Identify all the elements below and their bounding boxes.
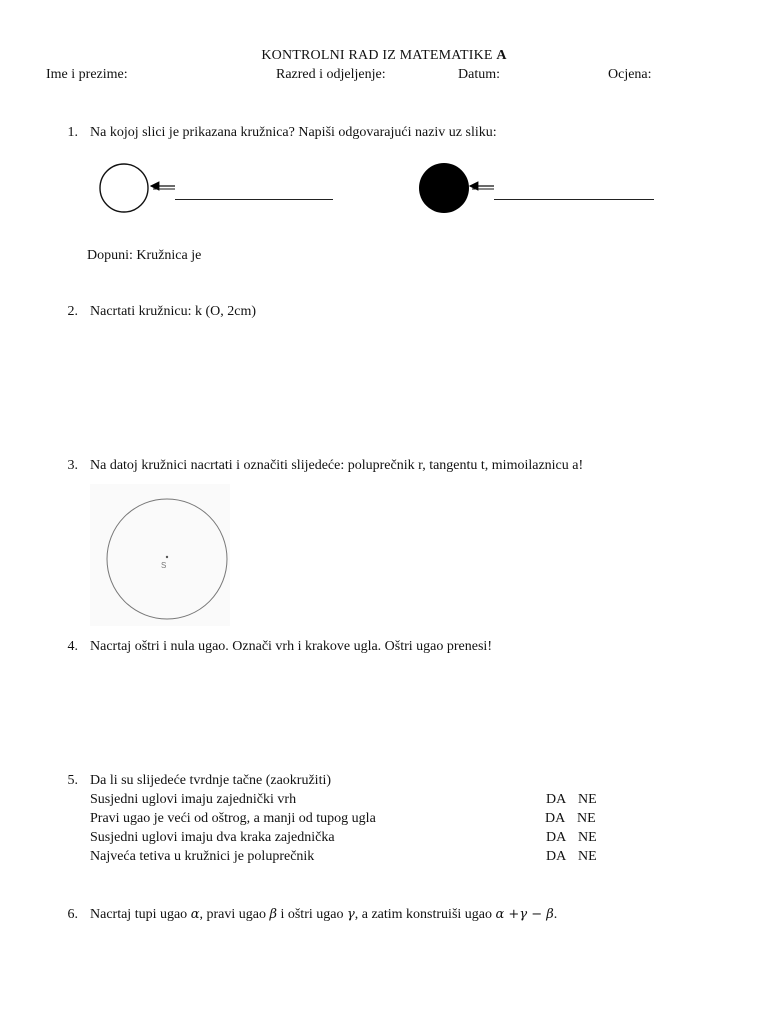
q6-text-part: , a zatim konstruiši ugao [354,907,493,922]
answer-line-2[interactable] [494,199,654,200]
grade-label: Ocjena: [608,67,652,82]
q1-figures [0,0,768,240]
q6-text [90,907,557,923]
alpha-symbol: α [190,907,200,922]
gamma-symbol: γ [346,907,355,922]
q3-text: Na datoj kružnici nacrtati i označiti slijedeće: poluprečnik r, tangentu t, mimoilaznicu a! [90,458,584,473]
q6-text-part: Nacrtaj tupi ugao [90,907,188,922]
q2-text: Nacrtati kružnicu: k (O, 2cm) [90,304,256,319]
q1-number: 1. [67,125,78,140]
date-label: Datum: [458,67,500,82]
answer-line-1[interactable] [175,199,333,200]
filled-circle-figure [419,163,469,213]
q4-number: 4. [67,639,78,654]
center-label: S [161,561,167,570]
empty-circle-figure [100,164,148,212]
name-label: Ime i prezime: [46,67,128,82]
beta-symbol: β [269,907,277,922]
q2-number: 2. [67,304,78,319]
q6-number: 6. [67,907,78,922]
q6-text-end: . [553,907,558,922]
tf-option-ne[interactable]: NE [578,830,597,845]
tf-statement-text: Susjedni uglovi imaju dva kraka zajednička [90,830,335,845]
q3-number: 3. [67,458,78,473]
q1-text: Na kojoj slici je prikazana kružnica? Napiši odgovarajući naziv uz sliku: [90,125,497,140]
tf-option-da[interactable]: DA [546,792,567,807]
tf-option-ne[interactable]: NE [577,811,596,826]
title-text: KONTROLNI RAD IZ MATEMATIKE [261,48,493,63]
tf-option-da[interactable]: DA [546,830,567,845]
tf-option-ne[interactable]: NE [578,792,597,807]
tf-option-da[interactable]: DA [546,849,567,864]
tf-statement-text: Susjedni uglovi imaju zajednički vrh [90,792,297,807]
angle-expression: α +γ − β [495,907,554,922]
tf-statement-text: Pravi ugao je veći od oštrog, a manji od tupog ugla [90,811,376,826]
title-group: A [496,48,507,63]
tf-statement-text: Najveća tetiva u kružnici je poluprečnik [90,849,315,864]
tf-option-ne[interactable]: NE [578,849,597,864]
q4-text: Nacrtaj oštri i nula ugao. Označi vrh i krakove ugla. Oštri ugao prenesi! [90,639,492,654]
q6-text-part: i oštri ugao [280,907,344,922]
q5-text: Da li su slijedeće tvrdnje tačne (zaokružiti) [90,773,332,788]
q6-text-part: , pravi ugao [199,907,266,922]
tf-option-da[interactable]: DA [545,811,566,826]
q5-number: 5. [67,773,78,788]
q3-circle-figure [90,484,250,634]
class-label: Razred i odjeljenje: [276,67,386,82]
q1-fill-text: Dopuni: Kružnica je [87,248,202,263]
